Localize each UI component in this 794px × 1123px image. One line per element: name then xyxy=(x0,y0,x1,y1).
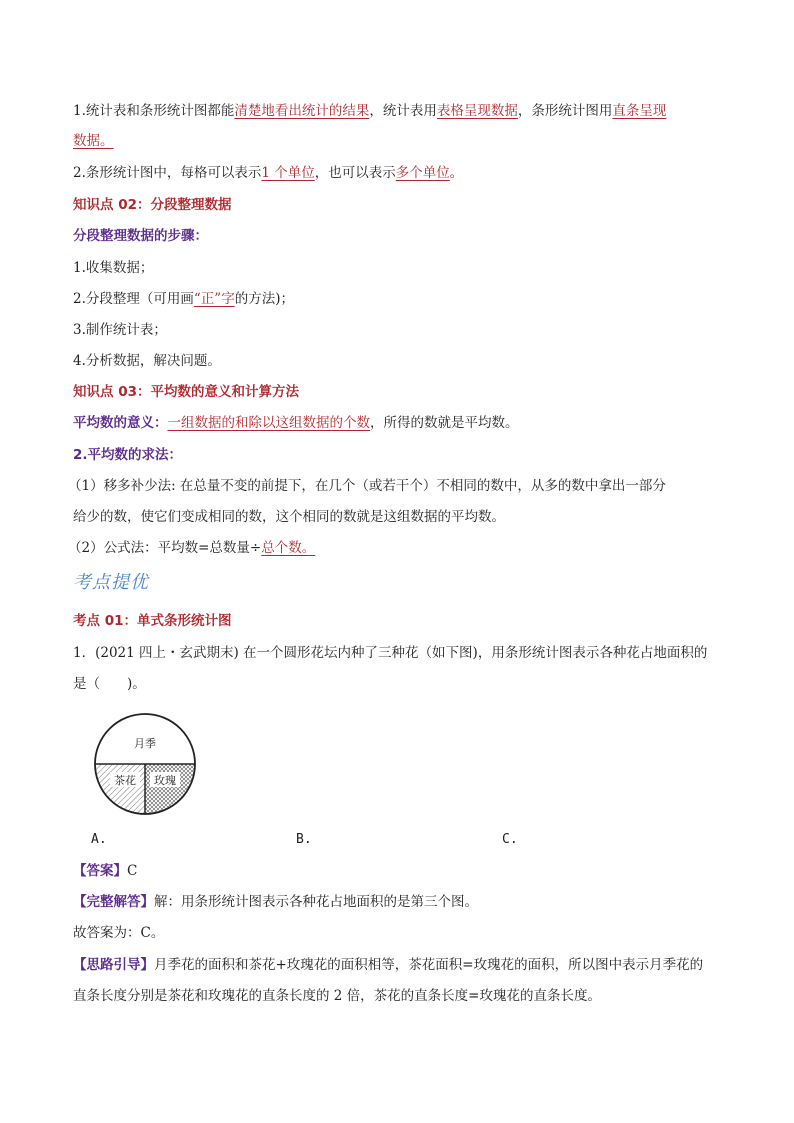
knowledge-point-03-heading: 知识点 03：平均数的意义和计算方法 xyxy=(73,384,299,400)
text: （2）公式法：平均数=总数量÷ xyxy=(68,540,262,556)
option-b[interactable]: B. xyxy=(296,832,312,847)
hint-line xyxy=(73,955,703,975)
solution-label: 【完整解答】 xyxy=(73,894,154,910)
text: 2.分段整理（可用画 xyxy=(73,291,194,307)
underlined-answer: 直条呈现 xyxy=(612,103,667,119)
pie-figure xyxy=(92,711,198,817)
answer-value: C xyxy=(127,863,138,879)
text: ，条形统计图用 xyxy=(517,103,613,119)
option-a[interactable]: A. xyxy=(91,832,107,847)
step-4: 4.分析数据，解决问题。 xyxy=(73,353,221,369)
underlined-answer: 1 个单位 xyxy=(261,165,315,181)
underlined-answer: 总个数。 xyxy=(261,540,316,556)
knowledge-point-02-heading: 知识点 02：分段整理数据 xyxy=(73,197,232,213)
steps-heading: 分段整理数据的步骤： xyxy=(73,228,208,244)
question-1-cont: 是（ )。 xyxy=(73,676,146,692)
text: ，也可以表示 xyxy=(314,165,396,181)
hint-text: 月季花的面积和茶花+玫瑰花的面积相等，茶花面积=玫瑰花的面积，所以图中表示月季花的 xyxy=(154,957,704,973)
exam-point-01-heading: 考点 01：单式条形统计图 xyxy=(73,613,232,629)
underlined-answer: “正”字 xyxy=(193,291,235,307)
section-title: 考点提优 xyxy=(73,572,149,593)
solution-text: 解：用条形统计图表示各种花占地面积的是第三个图。 xyxy=(154,894,478,910)
pie-label-left: 茶花 xyxy=(114,774,136,787)
question-1: 1．(2021 四上・玄武期末) 在一个圆形花坛内种了三种花（如下图)，用条形统计图表示各种花占地面积的 xyxy=(73,645,708,661)
summary-paragraph-1 xyxy=(73,101,666,121)
step-3: 3.制作统计表； xyxy=(73,322,167,338)
hint-label: 【思路引导】 xyxy=(73,957,154,973)
method-1-cont: 给少的数，使它们变成相同的数，这个相同的数就是这组数据的平均数。 xyxy=(73,509,505,525)
average-meaning xyxy=(73,413,519,433)
summary-paragraph-2 xyxy=(73,163,463,183)
conclusion-line: 故答案为：C。 xyxy=(73,925,165,941)
text: 1.统计表和条形统计图都能 xyxy=(73,103,235,119)
step-1: 1.收集数据； xyxy=(73,260,154,276)
average-method-heading: 2.平均数的求法： xyxy=(73,447,183,463)
text: 的方法)； xyxy=(234,291,294,307)
underlined-answer: 多个单位 xyxy=(395,165,450,181)
text: 2.条形统计图中，每格可以表示 xyxy=(73,165,262,181)
summary-paragraph-1-cont xyxy=(73,131,114,151)
step-2 xyxy=(73,289,294,309)
text: 。 xyxy=(449,165,464,181)
hint-line-cont: 直条长度分别是茶花和玫瑰花的直条长度的 2 倍，茶花的直条长度=玫瑰花的直条长度。 xyxy=(73,988,601,1004)
answer-label: 【答案】 xyxy=(73,863,127,879)
option-c[interactable]: C. xyxy=(502,832,518,847)
underlined-answer: 一组数据的和除以这组数据的个数 xyxy=(167,415,370,431)
pie-label-right: 玫瑰 xyxy=(154,774,176,787)
solution-line xyxy=(73,892,478,912)
label: 平均数的意义： xyxy=(73,415,168,431)
method-2 xyxy=(68,538,315,558)
underlined-answer: 表格呈现数据 xyxy=(436,103,518,119)
method-1: （1）移多补少法: 在总量不变的前提下，在几个（或若干个）不相同的数中，从多的数中拿出一部分 xyxy=(68,478,666,494)
underlined-answer: 清楚地看出统计的结果 xyxy=(234,103,370,119)
underlined-answer: 数据。 xyxy=(73,133,114,149)
text: ，统计表用 xyxy=(369,103,437,119)
pie-label-top: 月季 xyxy=(134,737,156,750)
answer-line xyxy=(73,861,137,881)
text: ，所得的数就是平均数。 xyxy=(370,415,519,431)
